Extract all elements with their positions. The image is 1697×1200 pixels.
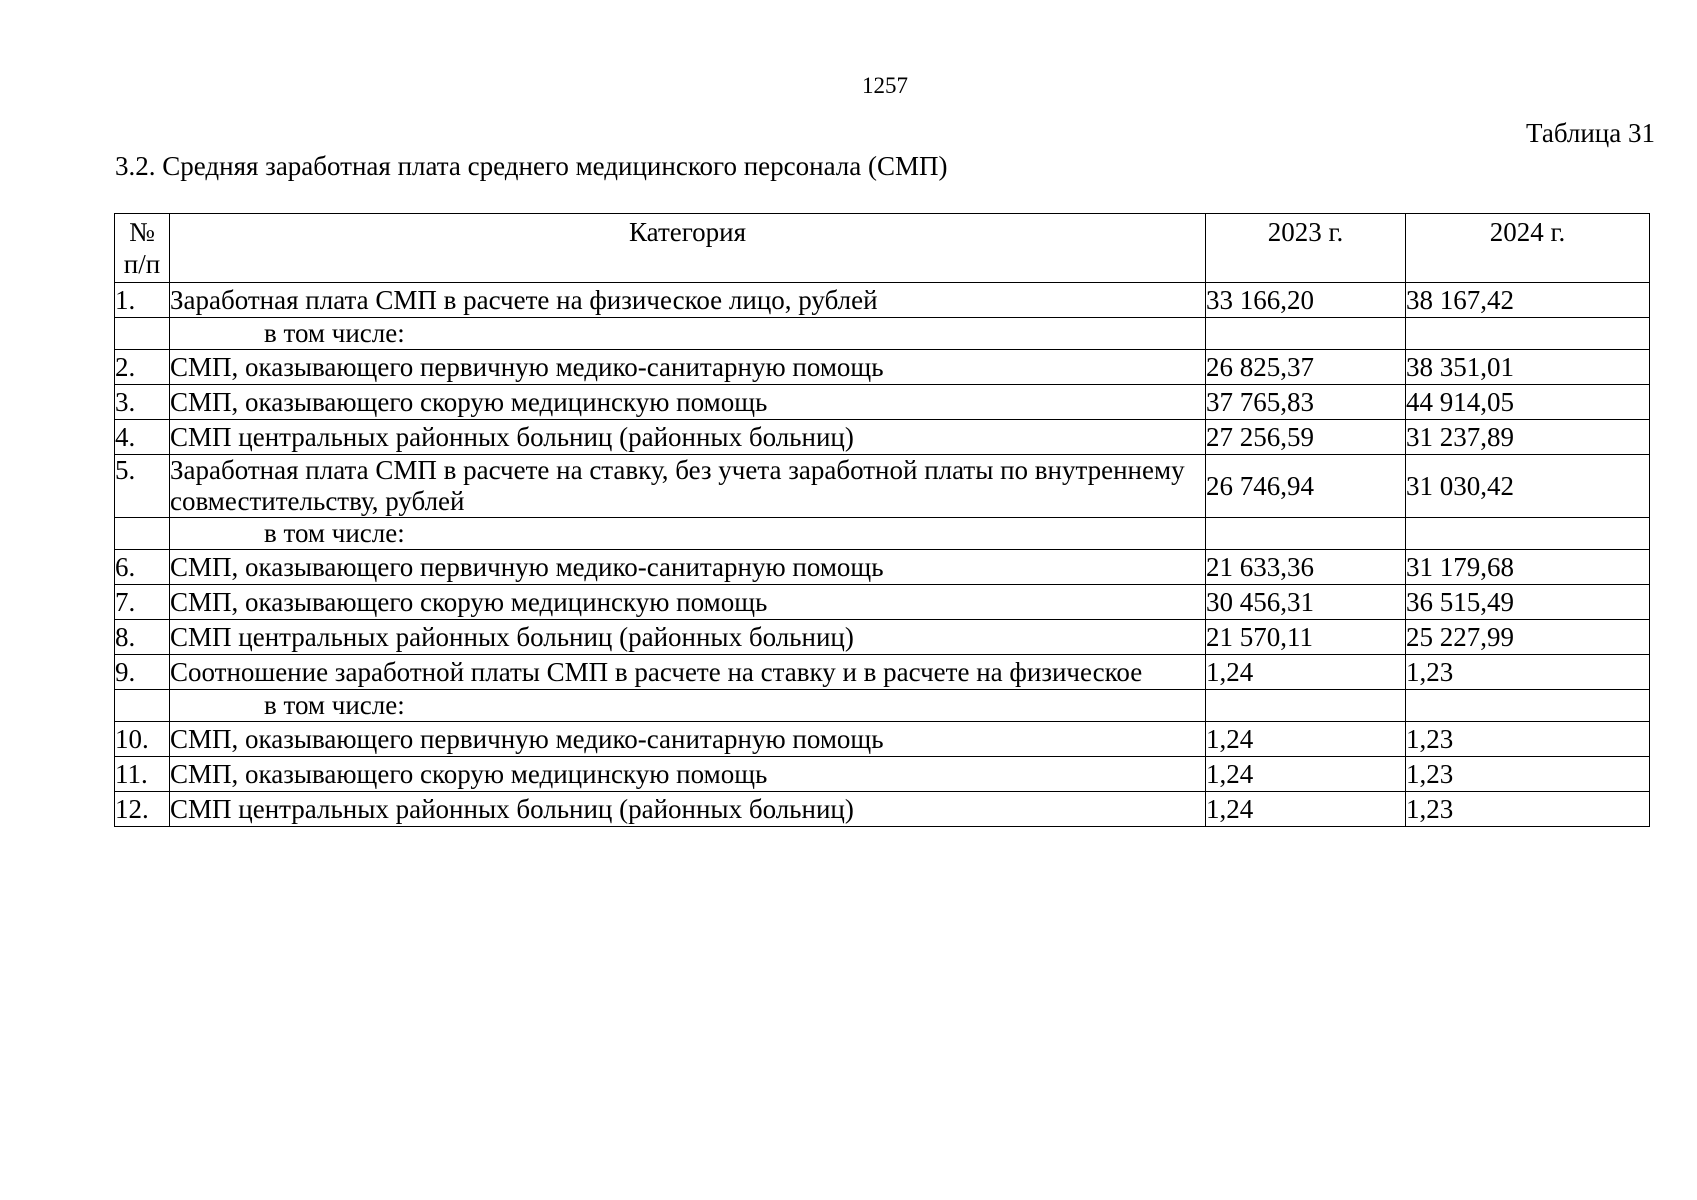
row-number: 2. [115, 350, 170, 385]
row-value-2024: 1,23 [1406, 655, 1650, 690]
row-value-2023: 30 456,31 [1206, 585, 1406, 620]
header-category: Категория [170, 214, 1206, 283]
row-number: 10. [115, 722, 170, 757]
row-number: 3. [115, 385, 170, 420]
row-category: в том числе: [170, 690, 1206, 722]
row-category: СМП центральных районных больниц (районных больниц) [170, 620, 1206, 655]
row-value-2024: 44 914,05 [1406, 385, 1650, 420]
table-row [115, 350, 1650, 385]
row-value-2023: 37 765,83 [1206, 385, 1406, 420]
table-row [115, 455, 1650, 518]
row-number: 7. [115, 585, 170, 620]
row-value-2023: 33 166,20 [1206, 283, 1406, 318]
row-value-2024: 1,23 [1406, 757, 1650, 792]
row-value-2023: 26 825,37 [1206, 350, 1406, 385]
row-value-2023: 27 256,59 [1206, 420, 1406, 455]
row-category: СМП, оказывающего первичную медико-санитарную помощь [170, 550, 1206, 585]
row-value-2023: 21 570,11 [1206, 620, 1406, 655]
row-category: СМП центральных районных больниц (районных больниц) [170, 420, 1206, 455]
row-value-2023: 1,24 [1206, 655, 1406, 690]
row-number: 11. [115, 757, 170, 792]
header-number: № п/п [115, 214, 170, 283]
row-value-2024 [1406, 518, 1650, 550]
table-row [115, 283, 1650, 318]
row-value-2024: 31 237,89 [1406, 420, 1650, 455]
row-value-2024: 25 227,99 [1406, 620, 1650, 655]
row-category: в том числе: [170, 518, 1206, 550]
salary-table [114, 213, 1650, 827]
table-row [115, 792, 1650, 827]
row-number [115, 318, 170, 350]
table-row [115, 655, 1650, 690]
row-value-2023 [1206, 690, 1406, 722]
row-value-2024: 1,23 [1406, 792, 1650, 827]
row-value-2023: 1,24 [1206, 722, 1406, 757]
table-row [115, 620, 1650, 655]
row-value-2024: 31 179,68 [1406, 550, 1650, 585]
page-number: 1257 [862, 73, 908, 98]
table-row [115, 585, 1650, 620]
table-label: Таблица 31 [1526, 118, 1655, 148]
row-number: 12. [115, 792, 170, 827]
row-category: СМП, оказывающего скорую медицинскую помощь [170, 385, 1206, 420]
table-row [115, 318, 1650, 350]
row-number: 6. [115, 550, 170, 585]
row-value-2023: 21 633,36 [1206, 550, 1406, 585]
row-number: 4. [115, 420, 170, 455]
header-2023: 2023 г. [1206, 214, 1406, 283]
table-row [115, 550, 1650, 585]
table-header-row [115, 214, 1650, 283]
row-category: СМП, оказывающего первичную медико-санитарную помощь [170, 722, 1206, 757]
table-row [115, 385, 1650, 420]
table-row [115, 757, 1650, 792]
row-value-2024: 38 351,01 [1406, 350, 1650, 385]
table-row [115, 518, 1650, 550]
row-value-2024 [1406, 318, 1650, 350]
row-value-2024: 36 515,49 [1406, 585, 1650, 620]
row-category: в том числе: [170, 318, 1206, 350]
header-2024: 2024 г. [1406, 214, 1650, 283]
row-value-2024: 31 030,42 [1406, 455, 1650, 518]
row-value-2023 [1206, 318, 1406, 350]
row-number: 5. [115, 455, 170, 518]
row-value-2023: 1,24 [1206, 792, 1406, 827]
row-number [115, 690, 170, 722]
row-category: Соотношение заработной платы СМП в расчете на ставку и в расчете на физическое [170, 655, 1206, 690]
row-category: СМП центральных районных больниц (районных больниц) [170, 792, 1206, 827]
table-row [115, 690, 1650, 722]
row-value-2023: 26 746,94 [1206, 455, 1406, 518]
row-number: 9. [115, 655, 170, 690]
document-title: 3.2. Средняя заработная плата среднего медицинского персонала (СМП) [115, 151, 948, 181]
row-category: Заработная плата СМП в расчете на ставку, без учета заработной платы по внутреннему совместительству, рублей [170, 455, 1206, 518]
row-number [115, 518, 170, 550]
row-number: 8. [115, 620, 170, 655]
row-value-2023: 1,24 [1206, 757, 1406, 792]
row-category: Заработная плата СМП в расчете на физическое лицо, рублей [170, 283, 1206, 318]
table-row [115, 420, 1650, 455]
row-value-2024 [1406, 690, 1650, 722]
row-value-2024: 1,23 [1406, 722, 1650, 757]
row-category: СМП, оказывающего скорую медицинскую помощь [170, 585, 1206, 620]
row-value-2023 [1206, 518, 1406, 550]
row-category: СМП, оказывающего первичную медико-санитарную помощь [170, 350, 1206, 385]
table-row [115, 722, 1650, 757]
row-category: СМП, оказывающего скорую медицинскую помощь [170, 757, 1206, 792]
row-number: 1. [115, 283, 170, 318]
row-value-2024: 38 167,42 [1406, 283, 1650, 318]
